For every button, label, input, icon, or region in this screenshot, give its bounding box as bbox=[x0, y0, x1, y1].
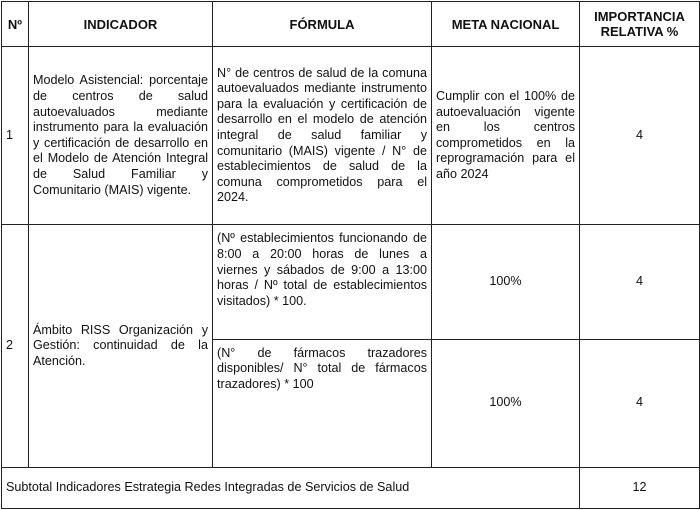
indicators-table bbox=[1, 1, 700, 509]
subtotal-label: Subtotal Indicadores Estrategia Redes Integradas de Servicios de Salud bbox=[2, 467, 580, 508]
row-3-formula: (N° de fármacos trazadores disponibles/ N° total de fármacos trazadores) * 100 bbox=[213, 339, 432, 467]
header-meta: META NACIONAL bbox=[432, 2, 580, 47]
row-2-num: 2 bbox=[2, 225, 29, 467]
header-importancia: IMPORTANCIA RELATIVA % bbox=[580, 2, 700, 47]
row-1-meta: Cumplir con el 100% de autoevaluación vigente en los centros comprometidos en la reprogramación para el año 2024 bbox=[432, 47, 580, 225]
row-1-formula: N° de centros de salud de la comuna autoevaluados mediante instrumento para la evaluación y certificación de desarrollo en el modelo de atención integral de salud familiar y comunitario (MAIS) vigente / N° de establecimientos de salud de la comuna comprometidos para el 2024. bbox=[213, 47, 432, 225]
table-row bbox=[2, 225, 700, 339]
header-num: Nº bbox=[2, 2, 29, 47]
row-1-indicador: Modelo Asistencial: porcentaje de centros de salud autoevaluados mediante instrumento para la evaluación y certificación de desarrollo en el Modelo de Atención Integral de Salud Familiar y Comunitario (MAIS) vigente. bbox=[29, 47, 213, 225]
row-3-meta: 100% bbox=[432, 339, 580, 467]
subtotal-row bbox=[2, 467, 700, 508]
subtotal-value: 12 bbox=[580, 467, 700, 508]
row-2-formula: (Nº establecimientos funcionando de 8:00 a 20:00 horas de lunes a viernes y sábados de 9:00 a 13:00 horas / Nº total de establecimientos visitados) * 100. bbox=[213, 225, 432, 339]
header-formula: FÓRMULA bbox=[213, 2, 432, 47]
row-2-importancia: 4 bbox=[580, 225, 700, 339]
header-row bbox=[2, 2, 700, 47]
row-3-importancia: 4 bbox=[580, 339, 700, 467]
header-indicador: INDICADOR bbox=[29, 2, 213, 47]
row-1-importancia: 4 bbox=[580, 47, 700, 225]
table-row bbox=[2, 47, 700, 225]
row-2-indicador: Ámbito RISS Organización y Gestión: continuidad de la Atención. bbox=[29, 225, 213, 467]
row-2-meta: 100% bbox=[432, 225, 580, 339]
row-1-num: 1 bbox=[2, 47, 29, 225]
